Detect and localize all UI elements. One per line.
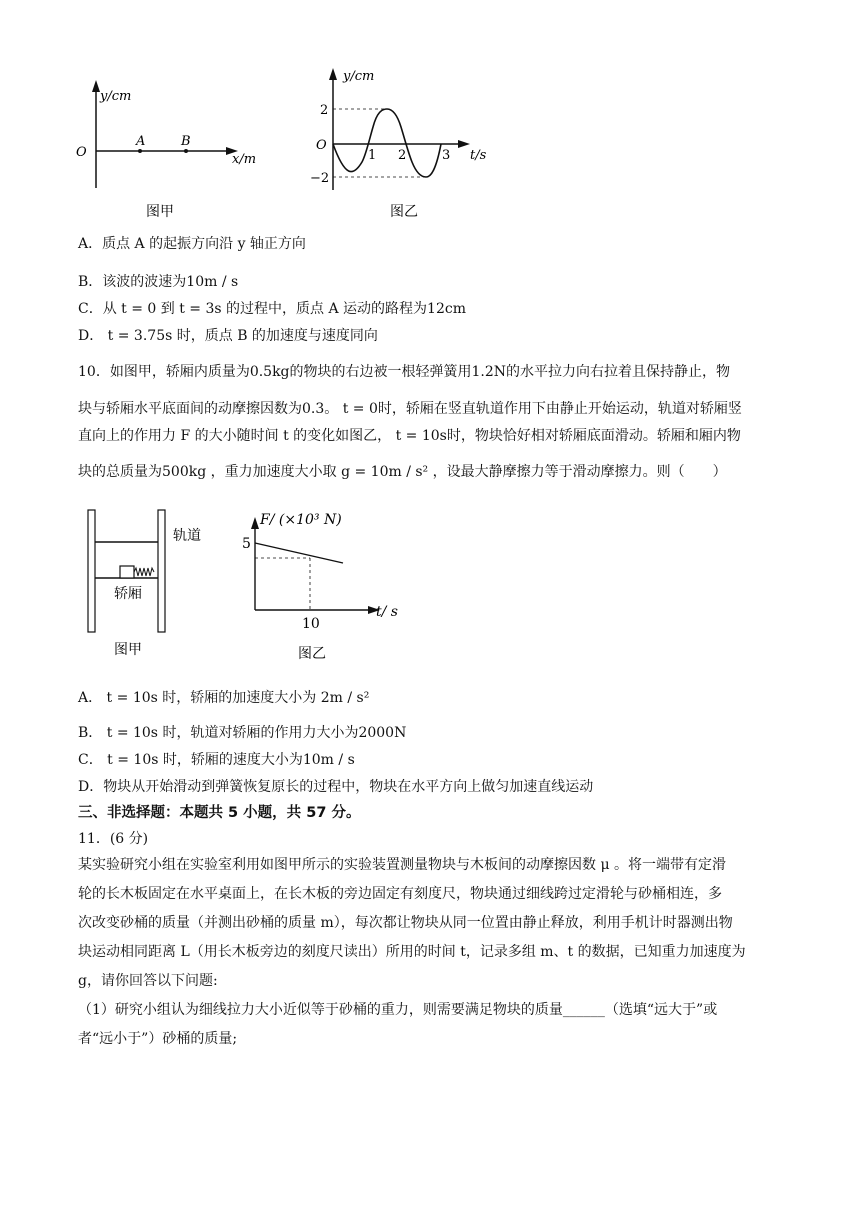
y-axis-label: y/cm <box>100 89 132 104</box>
point-a-dot <box>138 149 142 153</box>
force-line <box>255 543 343 563</box>
caption-jia: 图甲 <box>146 204 174 220</box>
q9-option-a: A．质点 A 的起振方向沿 y 轴正方向 <box>78 236 306 252</box>
figure-yi-force-graph <box>242 512 398 662</box>
figure-mid <box>80 500 420 670</box>
figure-top <box>70 62 490 232</box>
q10-line-1: 10．如图甲，轿厢内质量为0.5kg的物块的右边被一根轻弹簧用1.2N的水平拉力向右拉着且保持静止，物 <box>78 364 731 380</box>
q11-line-5: g，请你回答以下问题: <box>78 973 218 989</box>
spring <box>134 568 154 576</box>
q11-sub1-line-2: 者“远小于”）砂桶的质量; <box>78 1031 238 1047</box>
t-axis-arrow <box>458 140 470 148</box>
block <box>120 566 134 578</box>
vibration-curve <box>333 109 441 177</box>
q11-sub1-line-1: （1）研究小组认为细线拉力大小近似等于砂桶的重力，则需要满足物块的质量______（选填“远大于”或 <box>78 1002 718 1018</box>
tick-t2: 2 <box>398 148 407 163</box>
q10-option-c: C． t = 10s 时，轿厢的速度大小为10m / s <box>78 752 355 768</box>
q9-option-b: B．该波的波速为10m / s <box>78 274 239 290</box>
figure-jia-wave <box>76 80 256 220</box>
caption-yi: 图乙 <box>298 646 326 662</box>
point-b-dot <box>184 149 188 153</box>
y-axis-arrow <box>92 80 100 92</box>
track-label: 轨道 <box>173 528 201 544</box>
cabin-label: 轿厢 <box>114 586 142 602</box>
track-right <box>158 510 165 632</box>
q9-option-d: D． t = 3.75s 时，质点 B 的加速度与速度同向 <box>78 328 378 344</box>
tick-t3: 3 <box>442 148 451 163</box>
tick-y: 5 <box>242 536 251 552</box>
q9-option-c: C．从 t = 0 到 t = 3s 的过程中，质点 A 运动的路程为12cm <box>78 301 466 317</box>
tick-t1: 1 <box>368 148 377 163</box>
origin-label: O <box>76 145 87 160</box>
q10-option-d: D．物块从开始滑动到弹簧恢复原长的过程中，物块在水平方向上做匀加速直线运动 <box>78 779 594 795</box>
q11-line-3: 次改变砂桶的质量（并测出砂桶的质量 m），每次都让物块从同一位置由静止释放，利用手机计时器测出物 <box>78 915 733 931</box>
y-axis-arrow <box>329 68 337 80</box>
q11-head: 11．(6 分) <box>78 831 149 847</box>
y-axis-arrow <box>251 517 259 529</box>
y-axis-label: F/ (×10³ N) <box>260 512 342 528</box>
section-heading: 三、非选择题：本题共 5 小题，共 57 分。 <box>78 805 361 821</box>
y-axis-label: y/cm <box>343 69 375 84</box>
x-axis-label: t/ s <box>376 604 398 620</box>
caption-jia: 图甲 <box>114 642 142 658</box>
q10-option-b: B． t = 10s 时，轨道对轿厢的作用力大小为2000N <box>78 725 407 741</box>
origin-label: O <box>316 138 327 153</box>
q11-line-4: 块运动相同距离 L（用长木板旁边的刻度尺读出）所用的时间 t，记录多组 m、t 的数据，已知重力加速度为 <box>78 944 746 960</box>
tick-y-neg: −2 <box>310 171 330 186</box>
x-axis-label: x/m <box>232 152 257 167</box>
t-axis-label: t/s <box>470 148 487 163</box>
q10-line-3: 直向上的作用力 F 的大小随时间 t 的变化如图乙， t = 10s时，物块恰好相对轿厢底面滑动。轿厢和厢内物 <box>78 428 741 444</box>
tick-x: 10 <box>302 616 320 632</box>
figure-yi-vibration <box>310 68 487 220</box>
q10-line-2: 块与轿厢水平底面间的动摩擦因数为0.3。 t = 0时，轿厢在竖直轨道作用下由静止开始运动，轨道对轿厢竖 <box>78 401 742 417</box>
q11-line-2: 轮的长木板固定在水平桌面上，在长木板的旁边固定有刻度尺，物块通过细线跨过定滑轮与砂桶相连，多 <box>78 886 722 902</box>
q11-line-1: 某实验研究小组在实验室利用如图甲所示的实验装置测量物块与木板间的动摩擦因数 μ 。将一端带有定滑 <box>78 857 726 873</box>
q10-option-a: A． t = 10s 时，轿厢的加速度大小为 2m / s² <box>78 690 370 706</box>
point-b-label: B <box>181 134 191 149</box>
q10-line-4: 块的总质量为500kg ，重力加速度大小取 g = 10m / s² ，设最大静摩擦力等于滑动摩擦力。则（ ） <box>78 464 727 480</box>
figure-jia-elevator <box>88 510 201 658</box>
point-a-label: A <box>136 134 146 149</box>
caption-yi: 图乙 <box>390 204 418 220</box>
track-left <box>88 510 95 632</box>
tick-y-pos: 2 <box>320 103 329 118</box>
